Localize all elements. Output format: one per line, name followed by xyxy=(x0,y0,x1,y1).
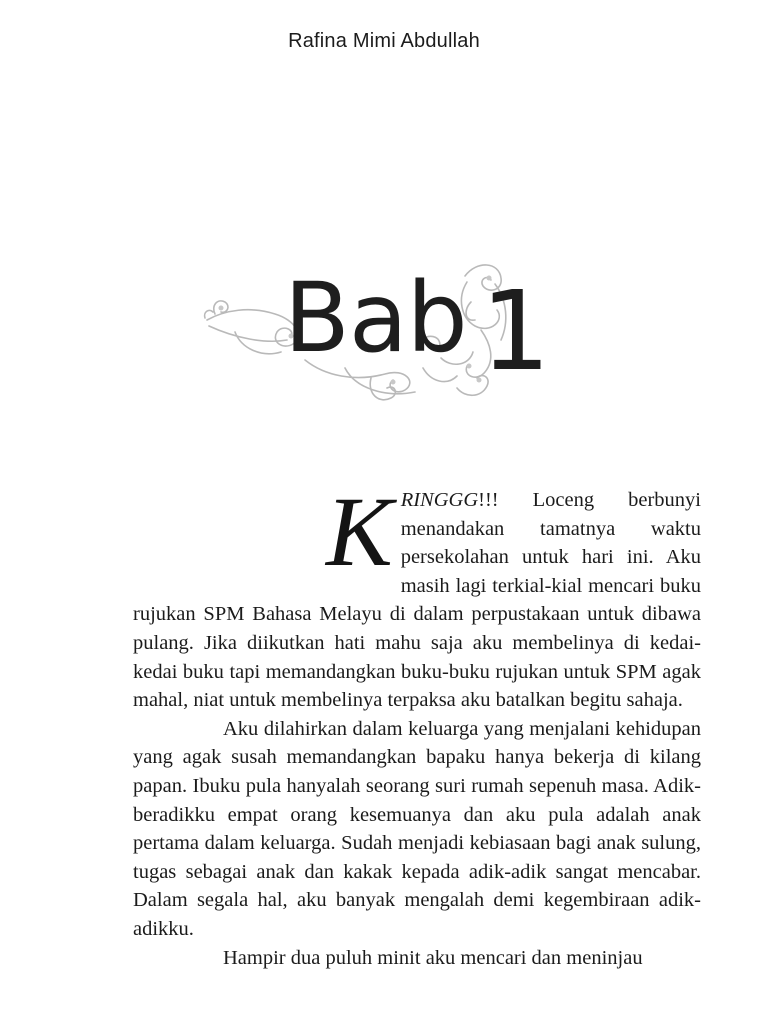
paragraph-3: Hampir dua puluh minit aku mencari dan meninjau xyxy=(223,946,643,969)
chapter-number: 1 xyxy=(480,267,550,395)
paragraph-1-text: !!! Loceng berbunyi menandakan tamatnya waktu persekolahan untuk hari ini. Aku masih lagi terkial-kial mencari buku rujukan SPM Bahasa Melayu di dalam perpustakaan untuk dibawa pulang. Jika diikutkan hati mahu saja aku membelinya di kedai-kedai buku tapi memandangkan buku-buku rujukan untuk SPM agak mahal, niat untuk membelinya terpaksa aku batalkan begitu sahaja. xyxy=(133,489,701,712)
running-head-author: Rafina Mimi Abdullah xyxy=(288,30,480,52)
paragraph-1 xyxy=(133,476,701,715)
chapter-body xyxy=(133,476,701,972)
drop-cap: K xyxy=(326,476,393,587)
chapter-heading xyxy=(284,258,550,395)
paragraph-2: Aku dilahirkan dalam keluarga yang menjalani kehidupan yang agak susah memandangkan bapaku hanya bekerja di kilang papan. Ibuku pula hanyalah seorang suri rumah sepenuh masa. Adik-beradikku empat orang kesemuanya dan aku pula adalah anak pertama dalam keluarga. Sudah menjadi kebiasaan bagi anak sulung, tugas sebagai anak dan kakak kepada adik-adik sangat mencabar. Dalam segala hal, aku banyak mengalah demi kegembiraan adik-adikku. xyxy=(133,717,701,940)
chapter-word: Bab xyxy=(284,262,467,374)
opening-word: RINGGG xyxy=(400,489,479,511)
